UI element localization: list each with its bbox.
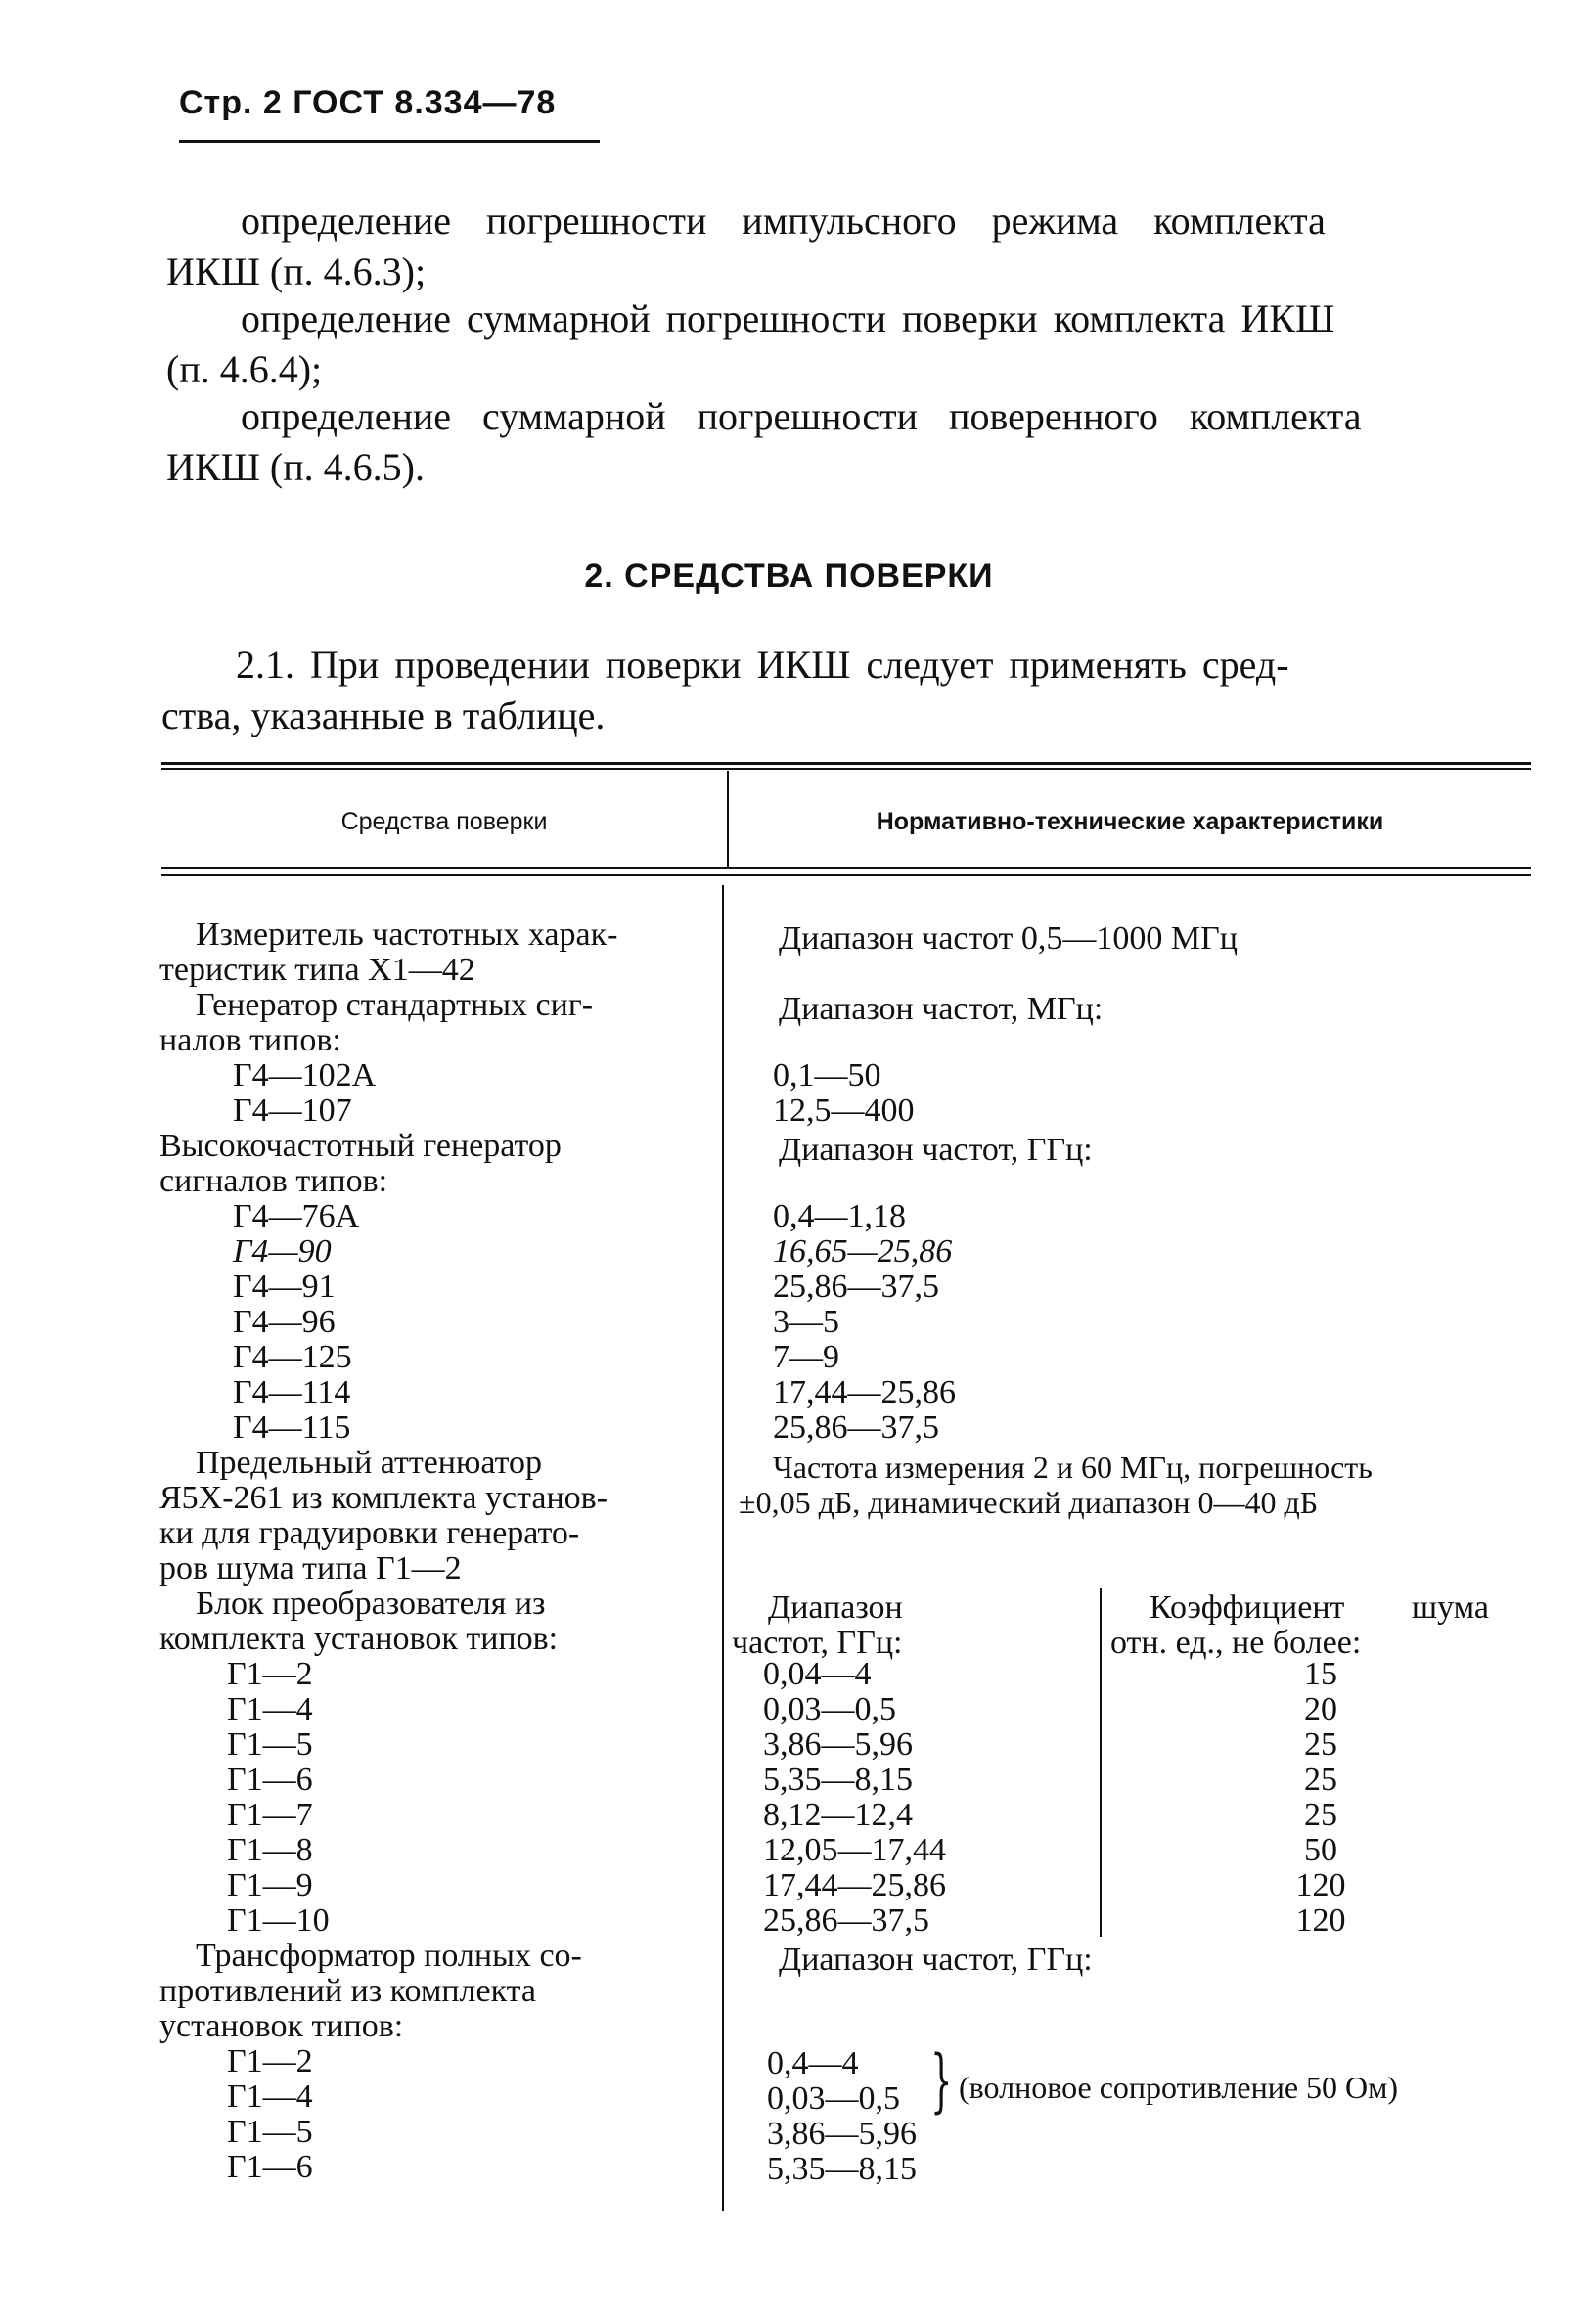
spec-g4-107: 12,5—400 [773,1093,915,1129]
spec-x1-range: Диапазон частот 0,5—1000 МГц [779,920,1238,957]
tool-block-g1-5: Г1—5 [227,1726,313,1763]
tool-trans-line1: Трансформатор полных со- [196,1938,582,1974]
tool-g4-125: Г4—125 [233,1339,352,1375]
table-header-col1: Средства поверки [340,808,548,835]
spec-block-range-g1-9: 17,44—25,86 [763,1867,946,1903]
spec-block-noise-g1-6: 25 [1304,1762,1337,1798]
spec-block-range-g1-10: 25,86—37,5 [763,1902,929,1939]
spec-block-noise-g1-8: 50 [1304,1832,1337,1868]
tool-block-line1: Блок преобразователя из [196,1586,546,1622]
tool-att-line2: Я5Х-261 из комплекта установ- [159,1480,609,1516]
tool-att-line3: ки для градуировки генерато- [159,1515,580,1551]
intro-item-3-line1: определение суммарной погрешности поверенного комплекта [241,394,1362,438]
paragraph-2-1 [161,640,1531,741]
spec-trans-head: Диапазон частот, ГГц: [779,1942,1093,1978]
paragraph-2-1-line2: ства, указанные в таблице. [161,693,606,737]
tool-x1-line1: Измеритель частотных харак- [196,916,618,953]
spec-g4-91: 25,86—37,5 [773,1269,939,1305]
spec-block-range-g1-7: 8,12—12,4 [763,1797,913,1833]
spec-block-head-range-2: частот, ГГц: [732,1625,903,1661]
tool-block-g1-6: Г1—6 [227,1762,313,1798]
intro-item-1 [166,196,1536,297]
intro-item-2-line2: (п. 4.6.4); [166,347,323,391]
spec-block-head-range-1: Диапазон [768,1589,903,1626]
spec-g4-125: 7—9 [773,1339,839,1375]
tool-block-g1-8: Г1—8 [227,1832,313,1868]
tool-g4-91: Г4—91 [233,1269,336,1305]
spec-block-noise-g1-9: 120 [1295,1867,1346,1903]
spec-g4-115: 25,86—37,5 [773,1409,939,1446]
spec-g4-96: 3—5 [773,1304,839,1340]
tool-g4-115: Г4—115 [233,1409,351,1446]
tool-block-line2: комплекта установок типов: [159,1621,559,1657]
spec-gen-head: Диапазон частот, МГц: [779,991,1104,1027]
spec-trans-range-g1-2: 0,4—4 [767,2045,859,2081]
tool-att-line4: ров шума типа Г1—2 [159,1550,462,1587]
spec-block-noise-g1-10: 120 [1295,1902,1346,1939]
table-header-rule [161,867,1531,869]
spec-block-noise-g1-5: 25 [1304,1726,1337,1763]
paragraph-2-1-line1: 2.1. При проведении поверки ИКШ следует применять сред- [236,643,1289,687]
tool-x1-line2: теристик типа Х1—42 [159,952,475,988]
spec-block-range-g1-2: 0,04—4 [763,1656,872,1692]
tool-g4-76a: Г4—76А [233,1198,360,1234]
spec-block-range-g1-6: 5,35—8,15 [763,1762,913,1798]
page-header: Стр. 2 ГОСТ 8.334—78 [179,84,557,121]
section-title: 2. СРЕДСТВА ПОВЕРКИ [584,558,994,595]
intro-item-2-line1: определение суммарной погрешности поверки комплекта ИКШ [241,296,1335,340]
tool-hf-line2: сигналов типов: [159,1163,388,1199]
table-header-col2: Нормативно-технические характеристики [876,808,1384,835]
tool-gen-line2: налов типов: [159,1022,341,1058]
table-column-divider [722,885,724,2211]
table-top-rule-2 [161,768,1531,770]
intro-item-2 [166,293,1536,395]
spec-block-range-g1-8: 12,05—17,44 [763,1832,946,1868]
spec-block-noise-g1-4: 20 [1304,1691,1337,1727]
spec-trans-range-g1-6: 5,35—8,15 [767,2151,917,2187]
tool-block-g1-10: Г1—10 [227,1902,330,1939]
spec-block-noise-g1-7: 25 [1304,1797,1337,1833]
table-header-rule-2 [161,874,1531,876]
spec-hf-head: Диапазон частот, ГГц: [779,1132,1093,1168]
header-rule [179,140,600,143]
tool-block-g1-4: Г1—4 [227,1691,313,1727]
tool-hf-line1: Высокочастотный генератор [159,1128,562,1164]
intro-item-1-line2: ИКШ (п. 4.6.3); [166,249,427,293]
table-subcolumn-divider [1100,1588,1102,1937]
spec-g4-90: 16,65—25,86 [773,1233,953,1270]
tool-trans-line2: противлений из комплекта [159,1973,537,2009]
spec-g4-102a: 0,1—50 [773,1057,881,1094]
spec-trans-range-g1-4: 0,03—0,5 [767,2080,900,2117]
tool-g4-107: Г4—107 [233,1093,352,1129]
spec-block-range-g1-5: 3,86—5,96 [763,1726,913,1763]
spec-g4-76a: 0,4—1,18 [773,1198,906,1234]
tool-block-g1-2: Г1—2 [227,1656,313,1692]
intro-item-3 [166,391,1536,493]
spec-att-line2: ±0,05 дБ, динамический диапазон 0—40 дБ [739,1485,1319,1520]
spec-block-noise-g1-2: 15 [1304,1656,1337,1692]
brace-symbol: } [930,2040,953,2121]
tool-g4-90: Г4—90 [233,1233,332,1270]
tool-trans-g1-5: Г1—5 [227,2114,313,2150]
intro-item-3-line2: ИКШ (п. 4.6.5). [166,445,425,489]
tool-g4-102a: Г4—102А [233,1057,377,1094]
spec-g4-114: 17,44—25,86 [773,1374,956,1410]
tool-block-g1-9: Г1—9 [227,1867,313,1903]
spec-block-head-noise-2: отн. ед., не более: [1110,1625,1362,1661]
tool-trans-g1-2: Г1—2 [227,2043,313,2079]
spec-trans-range-g1-5: 3,86—5,96 [767,2116,917,2152]
tool-trans-g1-6: Г1—6 [227,2149,313,2185]
tool-block-g1-7: Г1—7 [227,1797,313,1833]
tool-att-line1: Предельный аттенюатор [196,1445,543,1481]
tool-trans-line3: установок типов: [159,2008,404,2044]
tool-gen-line1: Генератор стандартных сиг- [196,987,594,1023]
spec-trans-note: (волновое сопротивление 50 Ом) [959,2070,1399,2105]
spec-att-line1: Частота измерения 2 и 60 МГц, погрешность [773,1450,1373,1485]
spec-block-range-g1-4: 0,03—0,5 [763,1691,896,1727]
tool-trans-g1-4: Г1—4 [227,2078,313,2115]
table-top-rule [161,762,1531,765]
spec-block-head-noise-1: Коэффициент шума [1150,1589,1489,1626]
intro-item-1-line1: определение погрешности импульсного режима комплекта [241,199,1326,243]
tool-g4-96: Г4—96 [233,1304,336,1340]
tool-g4-114: Г4—114 [233,1374,351,1410]
